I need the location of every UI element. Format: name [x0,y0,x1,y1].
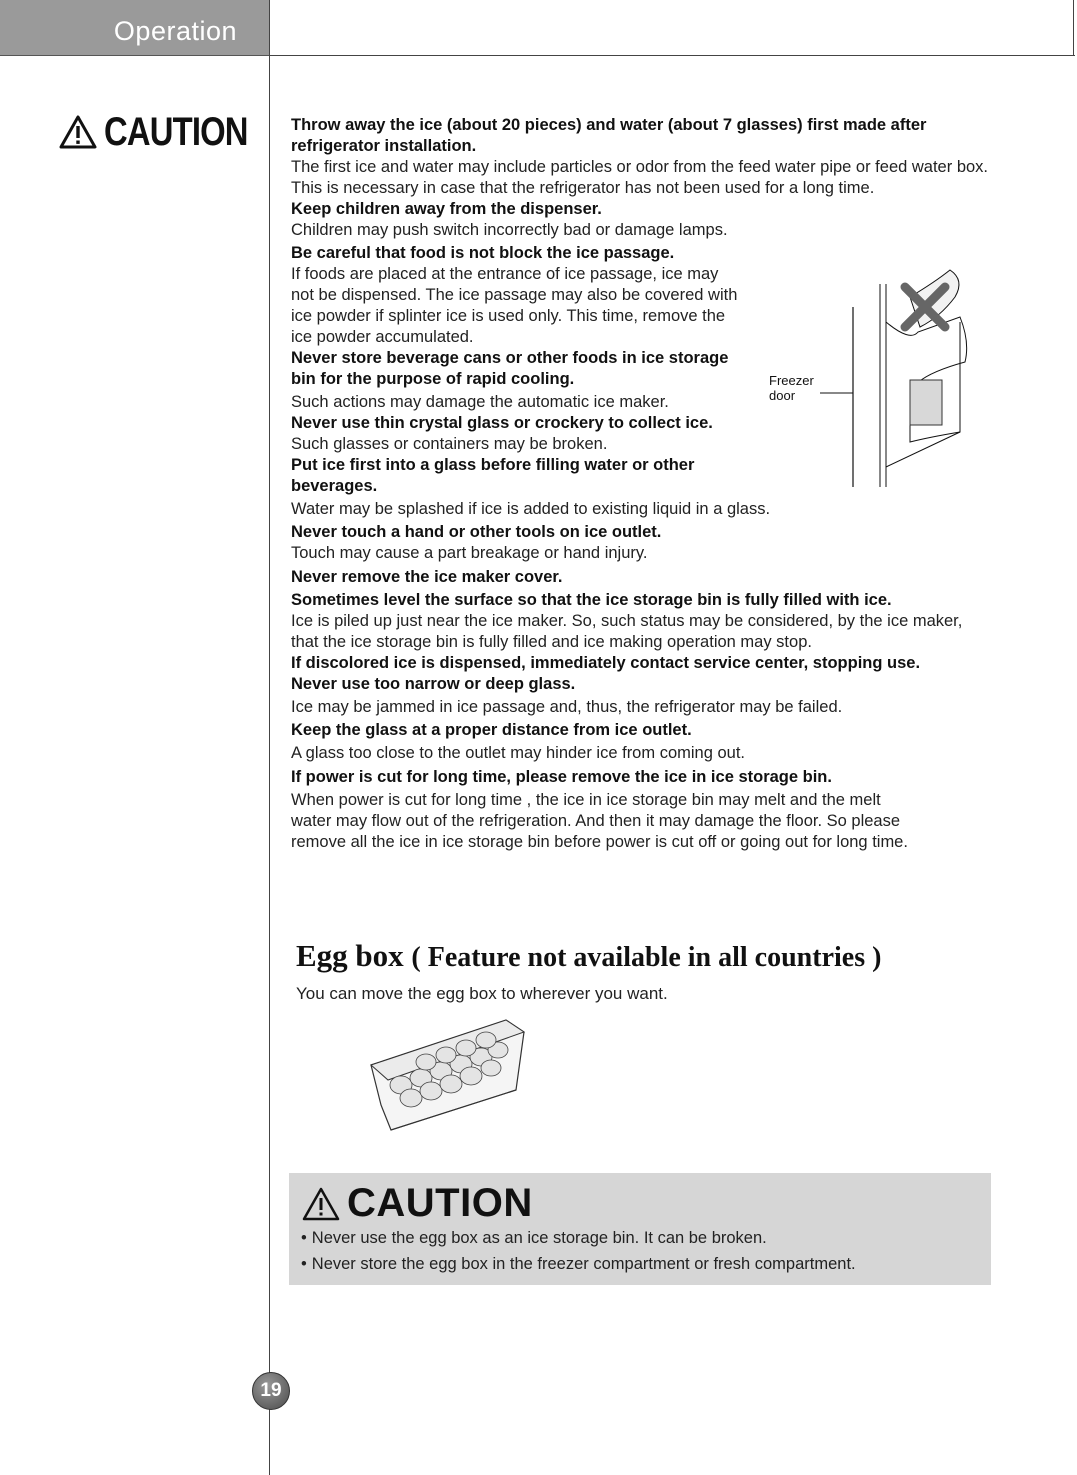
item-text: Such glasses or containers may be broken. [291,435,608,453]
egg-box-availability-note: ( Feature not available in all countries ) [411,942,882,973]
item-heading: If discolored ice is dispensed, immediately contact service center, stopping use. [291,654,921,672]
item-heading: Never touch a hand or other tools on ice outlet. [291,523,662,541]
item-heading: If power is cut for long time, please remove the ice in ice storage bin. [291,768,832,786]
item-text: Touch may cause a part breakage or hand injury. [291,544,648,562]
caution-item [291,522,991,564]
list-item: • Never store the egg box in the freezer compartment or fresh compartment. [301,1251,856,1277]
header-edge [1073,0,1074,56]
item-heading: Never use too narrow or deep glass. [291,675,576,693]
caution-item-note [291,499,991,520]
egg-box-heading: Egg box [296,938,404,973]
egg-box-description: You can move the egg box to wherever you want. [296,984,668,1003]
item-heading: Be careful that food is not block the ice passage. [291,244,675,262]
item-text: If foods are placed at the entrance of ice passage, ice may not be dispensed. The ice passage may also be covered with ice powder if splinter ice is used only. This time, remove the ice powder accumulated. [291,265,738,346]
item-heading: Put ice first into a glass before filling water or other beverages. [291,456,695,495]
item-text: When power is cut for long time , the ice in ice storage bin may melt and the melt water may flow out of the refrigeration. And then it may damage the floor. So please remove all the ice in ice storage bin before power is cut off or going out for long time. [291,791,908,851]
caution-item [291,720,991,764]
caution-item [291,590,991,653]
item-heading: Throw away the ice (about 20 pieces) and water (about 7 glasses) first made after refrigerator installation. [291,116,927,155]
margin-rule [269,0,270,1475]
egg-box-caution [289,1173,991,1285]
caution-bullets [301,1225,856,1277]
side-caution-heading [58,108,279,156]
item-heading: Never store beverage cans or other foods in ice storage bin for the purpose of rapid cooling. [291,349,729,388]
item-heading: Never use thin crystal glass or crockery to collect ice. [291,414,713,432]
caution-item [291,767,911,853]
item-heading: Sometimes level the surface so that the ice storage bin is fully filled with ice. [291,591,892,609]
item-text: Ice is piled up just near the ice maker. So, such status may be considered, by the ice maker, that the ice storage bin is fully filled and ice making operation may stop. [291,612,963,651]
item-text: Ice may be jammed in ice passage and, thus, the refrigerator may be failed. [291,698,843,716]
caution-item [291,243,741,348]
egg-box-illustration [366,1010,526,1135]
caution-word: CAUTION [104,109,248,154]
item-text: Water may be splashed if ice is added to existing liquid in a glass. [291,500,771,518]
list-item: • Never use the egg box as an ice storage bin. It can be broken. [301,1225,856,1251]
item-heading: Keep children away from the dispenser. [291,200,602,218]
caution-heading [301,1181,533,1226]
section-tab [0,0,269,56]
caution-item [291,348,741,413]
caution-item [291,199,991,241]
item-text: Such actions may damage the automatic ice maker. [291,393,669,411]
egg-box-title [296,938,881,982]
warning-icon [58,114,98,150]
item-text: Children may push switch incorrectly bad or damage lamps. [291,221,728,239]
caution-item [291,653,991,674]
item-text: A glass too close to the outlet may hinder ice from coming out. [291,744,745,762]
warning-icon [301,1186,341,1222]
caution-item [291,567,991,588]
caution-item [291,115,991,199]
item-heading: Keep the glass at a proper distance from ice outlet. [291,721,692,739]
freezer-door-label: Freezer door [769,373,814,403]
header-rule [269,55,1075,56]
caution-item [291,455,741,497]
page-number: 19 [252,1372,290,1410]
caution-word: CAUTION [347,1181,533,1225]
item-text: The first ice and water may include particles or odor from the feed water pipe or feed water box. This is necessary in case that the refrigerator has not been used for a long time. [291,158,989,197]
section-title: Operation [113,16,237,46]
caution-item [291,674,991,718]
item-heading: Never remove the ice maker cover. [291,568,563,586]
